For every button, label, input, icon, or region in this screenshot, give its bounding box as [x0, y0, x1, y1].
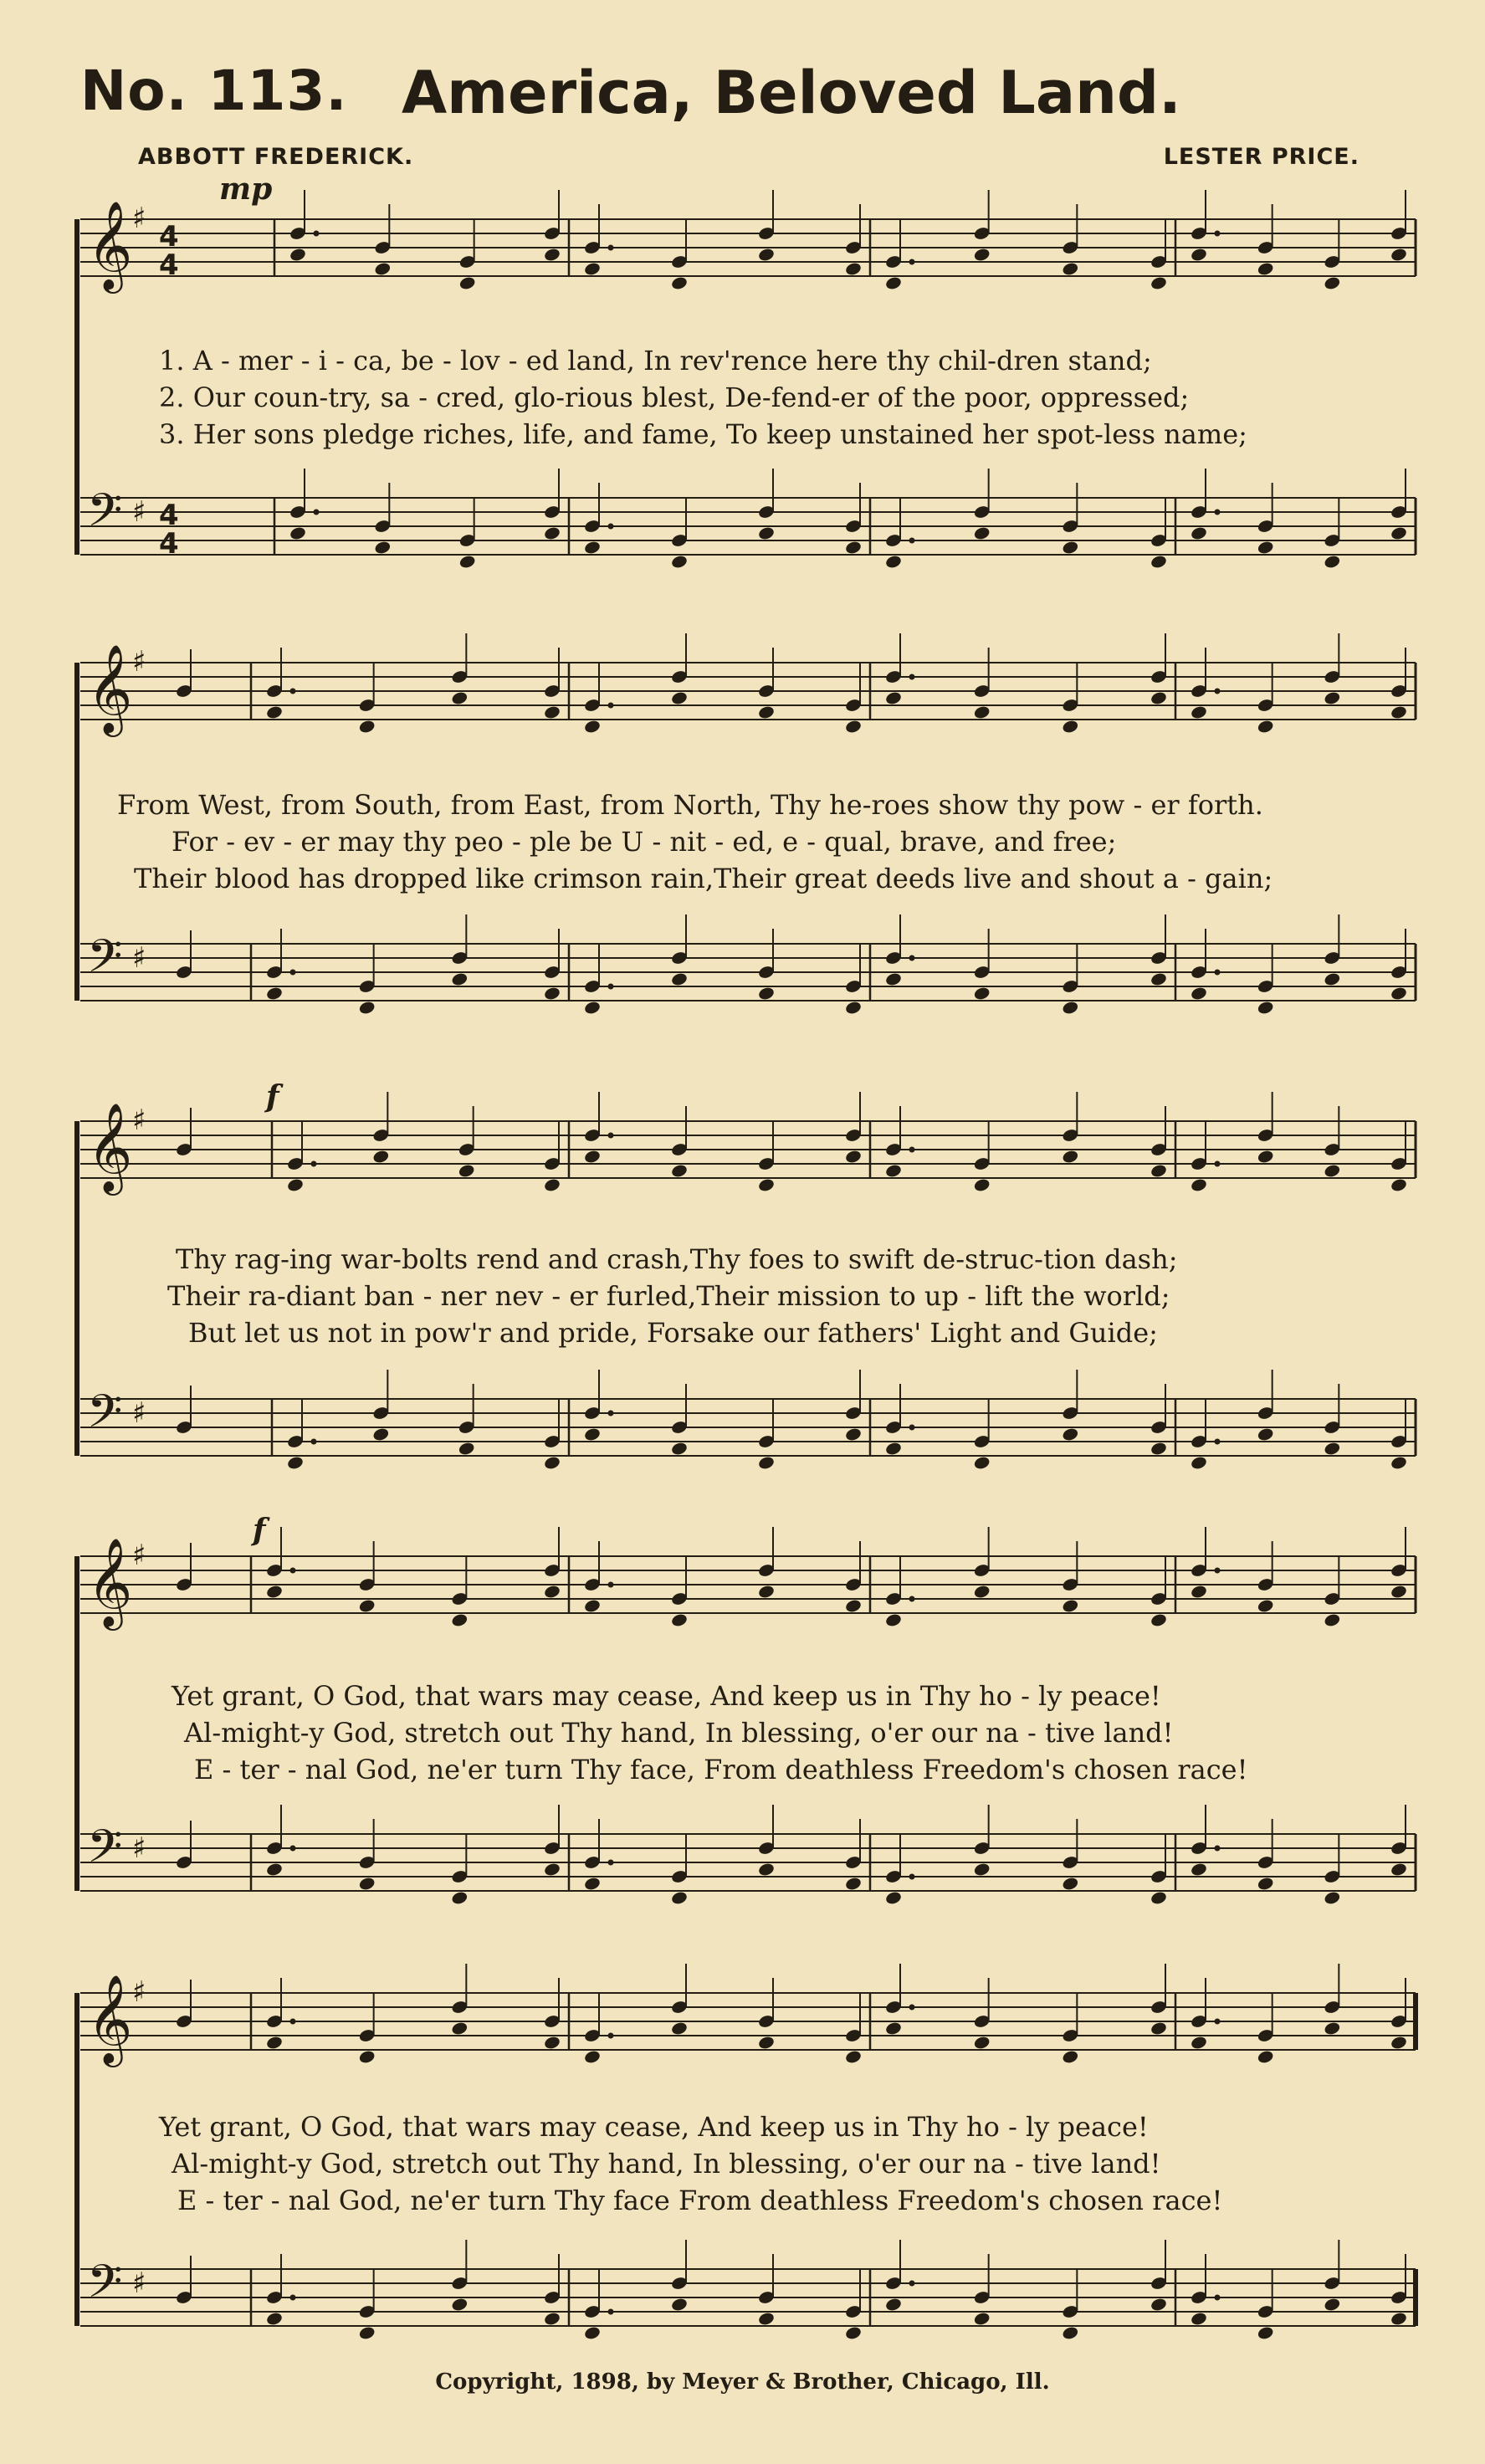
note-s3-bass-m1-3b	[458, 1441, 475, 1456]
dot-s2-treble-m4	[1215, 689, 1221, 694]
note-s1-bass-m2-1b	[583, 540, 601, 555]
note-s1-bass-m4-4b	[1390, 525, 1407, 540]
bass-clef-s5: 𝄢	[87, 2255, 123, 2319]
note-s1-bass-m3-3b	[1062, 540, 1079, 555]
note-s3-bass-m1-4b	[543, 1455, 561, 1470]
treble-clef-s3: 𝄞	[87, 1102, 133, 1191]
note-s1-treble-m1-1b	[289, 247, 306, 262]
dot-s3-bass-m4	[1215, 1439, 1221, 1445]
dot-s2-bass-m3	[909, 955, 915, 961]
note-s4-bass-m1-3b	[451, 1890, 469, 1905]
note-s4-bass-m3-1b	[884, 1890, 902, 1905]
note-s4-treble-m2-4b	[844, 1598, 862, 1613]
note-s2-bass-m2-3b	[757, 986, 775, 1001]
note-s4-treble-m1-2b	[358, 1598, 376, 1613]
note-s2-bass-m2-1b	[583, 1000, 601, 1015]
time-sig-bottom-bass: 4	[159, 527, 179, 561]
note-s1-treble-m1-3b	[458, 275, 476, 290]
note-s5-treble-m1-4b	[543, 2035, 561, 2050]
note-s3-treble-m2-4b	[844, 1149, 862, 1164]
treble-clef-s5: 𝄞	[87, 1974, 133, 2063]
dot-s1-bass-m4	[1215, 510, 1221, 515]
note-s5-bass-m4-3b	[1324, 2297, 1341, 2312]
note-s3-treble-m1-3b	[458, 1163, 475, 1178]
note-s2-treble-m2-4b	[844, 719, 862, 734]
note-s1-bass-m1-4b	[543, 525, 561, 540]
dot-s3-treble-m1	[311, 1161, 317, 1167]
note-s4-bass-m2-4b	[844, 1876, 862, 1891]
note-s4-bass-m3-2b	[973, 1862, 991, 1877]
dot-s2-bass-m1	[290, 970, 296, 976]
note-s5-bass-m2-2b	[670, 2297, 688, 2312]
dot-s4-treble-m1	[290, 1568, 296, 1574]
note-s1-bass-m3-4b	[1150, 554, 1167, 569]
note-s2-treble-m4-1b	[1190, 704, 1207, 720]
key-sharp-s1-bass: ♯	[132, 495, 146, 529]
note-s1-treble-m2-2b	[670, 275, 688, 290]
dot-s5-treble-m1	[290, 2019, 296, 2025]
note-s1-treble-m4-1b	[1190, 247, 1207, 262]
note-s3-treble-m1-4b	[543, 1177, 561, 1192]
lyric-s1-v2: 2. Our coun-try, sa - cred, glo-rious blest, De-fend-er of the poor, oppressed;	[159, 382, 1190, 413]
note-s4-bass-m4-3b	[1324, 1890, 1341, 1905]
note-s3-treble-m4-3b	[1324, 1163, 1341, 1178]
note-s5-bass-m1-3b	[451, 2297, 469, 2312]
note-s4-treble-m3-1b	[884, 1612, 902, 1627]
lyric-s5-v1: Yet grant, O God, that wars may cease, And keep us in Thy ho - ly peace!	[159, 2111, 1149, 2143]
note-s5-bass-m2-3b	[757, 2311, 775, 2326]
note-s3-treble-m2-1b	[583, 1149, 601, 1164]
note-s2-treble-m4-2b	[1257, 719, 1274, 734]
treble-clef-s1: 𝄞	[87, 200, 133, 289]
key-sharp-s3-treble: ♯	[132, 1104, 146, 1137]
note-s2-treble-m1-1b	[265, 704, 283, 720]
dot-s5-bass-m2	[608, 2309, 614, 2315]
author-credit: ABBOTT FREDERICK.	[138, 144, 414, 170]
note-s4-bass-m2-1b	[583, 1876, 601, 1891]
note-s2-bass-m1-2b	[358, 1000, 376, 1015]
dot-s1-treble-m3	[909, 259, 915, 265]
key-sharp-s5-bass: ♯	[132, 2267, 146, 2300]
note-s4-treble-m2-1b	[583, 1598, 601, 1613]
treble-clef-s4: 𝄞	[87, 1537, 133, 1626]
dot-s5-treble-m3	[909, 2005, 915, 2011]
time-sig-bottom-treble: 4	[159, 248, 179, 282]
note-s3-bass-m3-4b	[1150, 1441, 1167, 1456]
note-s5-bass-m1-2b	[358, 2325, 376, 2340]
note-s5-treble-m2-3b	[757, 2035, 775, 2050]
note-s1-treble-m4-4b	[1390, 247, 1407, 262]
note-s3-treble-m3-4b	[1150, 1163, 1167, 1178]
lyric-s4-v1: Yet grant, O God, that wars may cease, And keep us in Thy ho - ly peace!	[172, 1680, 1161, 1712]
note-s4-treble-m1-3b	[451, 1612, 469, 1627]
note-s3-treble-m2-3b	[757, 1177, 775, 1192]
key-sharp-s3-bass: ♯	[132, 1396, 146, 1430]
note-s5-treble-m2-2b	[670, 2021, 688, 2036]
note-s1-bass-m2-2b	[670, 554, 688, 569]
note-s2-bass-m3-3b	[1062, 1000, 1079, 1015]
bass-clef-s1: 𝄢	[87, 484, 123, 548]
hymn-number: No. 113.	[80, 59, 348, 123]
note-s2-bass-m2-4b	[844, 1000, 862, 1015]
note-s3-bass-m3-1b	[884, 1441, 902, 1456]
note-s2-treble-m3-4b	[1150, 690, 1167, 705]
note-s2-bass-m1-3b	[451, 971, 469, 986]
dot-s3-treble-m4	[1215, 1161, 1221, 1167]
note-s3-treble-m1-1b	[286, 1177, 304, 1192]
dot-s4-bass-m3	[909, 1874, 915, 1880]
key-sharp-s4-treble: ♯	[132, 1539, 146, 1572]
note-s5-bass-m1-4b	[543, 2311, 561, 2326]
dot-s1-bass-m1	[314, 510, 320, 515]
note-s2-treble-m2-2b	[670, 690, 688, 705]
note-s2-treble-m2-3b	[757, 704, 775, 720]
note-s4-treble-m4-2b	[1257, 1598, 1274, 1613]
dot-s2-bass-m2	[608, 984, 614, 990]
dot-s1-bass-m3	[909, 538, 915, 544]
note-s4-bass-m3-3b	[1062, 1876, 1079, 1891]
note-s4-treble-m4-3b	[1324, 1612, 1341, 1627]
note-s2-treble-m3-1b	[884, 690, 902, 705]
note-s1-treble-m2-1b	[583, 261, 601, 276]
note-s5-bass-m2-4b	[844, 2325, 862, 2340]
note-s5-treble-m1-1b	[265, 2035, 283, 2050]
time-sig-top-bass: 4	[159, 499, 179, 532]
note-s5-bass-m4-2b	[1257, 2325, 1274, 2340]
note-s3-bass-m2-2b	[670, 1441, 688, 1456]
note-s4-bass-m1-4b	[543, 1862, 561, 1877]
note-s4-treble-m2-3b	[757, 1584, 775, 1599]
bass-clef-s4: 𝄢	[87, 1820, 123, 1884]
note-s5-treble-m3-2b	[973, 2035, 991, 2050]
note-s5-treble-m2-1b	[583, 2049, 601, 2064]
dot-s1-bass-m2	[608, 524, 614, 530]
note-s5-bass-m3-4b	[1150, 2297, 1167, 2312]
note-s4-treble-m2-2b	[670, 1612, 688, 1627]
note-s2-treble-m4-3b	[1324, 690, 1341, 705]
note-s2-treble-m1-3b	[451, 690, 469, 705]
dot-s4-treble-m3	[909, 1596, 915, 1602]
note-s4-treble-m4-1b	[1190, 1584, 1207, 1599]
note-s1-bass-m1-2b	[374, 540, 392, 555]
note-s5-treble-m1-3b	[451, 2021, 469, 2036]
note-s1-treble-m1-4b	[543, 247, 561, 262]
note-s2-bass-m1-1b	[265, 986, 283, 1001]
note-s3-bass-m3-3b	[1062, 1427, 1079, 1442]
dot-s2-treble-m1	[290, 689, 296, 694]
dot-s1-treble-m1	[314, 231, 320, 237]
note-s4-bass-m4-2b	[1257, 1876, 1274, 1891]
note-s4-bass-m1-1b	[265, 1862, 283, 1877]
note-s4-treble-m3-2b	[973, 1584, 991, 1599]
composer-credit: LESTER PRICE.	[1163, 144, 1360, 170]
hymn-title: America, Beloved Land.	[402, 59, 1181, 127]
note-s3-bass-m2-1b	[583, 1427, 601, 1442]
dynamic-forte-4: f	[253, 1513, 266, 1548]
note-s5-bass-m2-1b	[583, 2325, 601, 2340]
dot-s2-bass-m4	[1215, 970, 1221, 976]
lyric-s1-v1: 1. A - mer - i - ca, be - lov - ed land, In rev'rence here thy chil-dren stand;	[159, 345, 1152, 377]
note-s3-treble-m4-4b	[1390, 1177, 1407, 1192]
note-s4-treble-m3-3b	[1062, 1598, 1079, 1613]
note-s5-treble-m4-4b	[1390, 2035, 1407, 2050]
dot-s1-treble-m4	[1215, 231, 1221, 237]
dot-s5-bass-m3	[909, 2281, 915, 2287]
lyric-s3-v3: But let us not in pow'r and pride, Forsake our fathers' Light and Guide;	[188, 1317, 1158, 1349]
note-s5-treble-m4-3b	[1324, 2021, 1341, 2036]
note-s4-bass-m2-2b	[670, 1890, 688, 1905]
lyric-s2-v3: Their blood has dropped like crimson rain,Their great deeds live and shout a - gain;	[134, 863, 1273, 894]
note-s1-treble-m1-2b	[374, 261, 392, 276]
note-s1-treble-m4-3b	[1324, 275, 1341, 290]
note-s4-treble-m4-4b	[1390, 1584, 1407, 1599]
note-s2-treble-m1-4b	[543, 704, 561, 720]
dot-s3-bass-m2	[608, 1411, 614, 1416]
dot-s2-treble-m2	[608, 703, 614, 709]
dot-s5-treble-m2	[608, 2033, 614, 2039]
dot-s4-treble-m2	[608, 1582, 614, 1588]
note-s5-bass-m4-4b	[1390, 2311, 1407, 2326]
note-s1-bass-m2-3b	[757, 525, 775, 540]
time-sig-top-treble: 4	[159, 220, 179, 254]
note-s2-bass-m1-4b	[543, 986, 561, 1001]
treble-clef-s2: 𝄞	[87, 643, 133, 733]
note-s1-bass-m3-2b	[973, 525, 991, 540]
note-s4-treble-m1-1b	[265, 1584, 283, 1599]
note-s1-bass-m4-3b	[1324, 554, 1341, 569]
bass-clef-s3: 𝄢	[87, 1385, 123, 1449]
note-s5-bass-m3-1b	[884, 2297, 902, 2312]
lyric-s4-v2: Al-might-y God, stretch out Thy hand, In blessing, o'er our na - tive land!	[184, 1717, 1174, 1749]
note-s5-treble-m4-2b	[1257, 2049, 1274, 2064]
lyric-s5-v3: E - ter - nal God, ne'er turn Thy face From deathless Freedom's chosen race!	[177, 2185, 1223, 2216]
dot-s4-bass-m4	[1215, 1846, 1221, 1852]
note-s2-bass-m4-4b	[1390, 986, 1407, 1001]
lyric-s3-v2: Their ra-diant ban - ner nev - er furled,Their mission to up - lift the world;	[167, 1280, 1170, 1312]
note-s4-treble-m3-4b	[1150, 1612, 1167, 1627]
note-s5-bass-m1-1b	[265, 2311, 283, 2326]
note-s2-bass-m3-2b	[973, 986, 991, 1001]
note-s4-bass-m2-3b	[757, 1862, 775, 1877]
dot-s3-treble-m2	[608, 1133, 614, 1139]
key-sharp-s5-treble: ♯	[132, 1975, 146, 2009]
key-sharp-s2-bass: ♯	[132, 941, 146, 975]
note-s3-bass-m1-2b	[372, 1427, 390, 1442]
key-sharp-s2-treble: ♯	[132, 645, 146, 679]
dot-s5-bass-m4	[1215, 2295, 1221, 2301]
note-s2-treble-m3-2b	[973, 704, 991, 720]
dot-s3-treble-m3	[909, 1147, 915, 1153]
note-s2-bass-m4-3b	[1324, 971, 1341, 986]
note-s3-treble-m4-1b	[1190, 1177, 1207, 1192]
note-s2-bass-m4-2b	[1257, 1000, 1274, 1015]
dot-s1-treble-m2	[608, 245, 614, 251]
dot-s4-bass-m2	[608, 1860, 614, 1866]
lyric-s4-v3: E - ter - nal God, ne'er turn Thy face, From deathless Freedom's chosen race!	[194, 1754, 1248, 1785]
dot-s4-bass-m1	[290, 1846, 296, 1852]
note-s5-treble-m2-4b	[844, 2049, 862, 2064]
note-s4-bass-m1-2b	[358, 1876, 376, 1891]
key-sharp-s1-treble: ♯	[132, 202, 146, 235]
note-s3-treble-m3-2b	[973, 1177, 991, 1192]
lyric-s2-v2: For - ev - er may thy peo - ple be U - nit - ed, e - qual, brave, and free;	[172, 826, 1117, 858]
note-s3-bass-m2-4b	[844, 1427, 862, 1442]
note-s4-bass-m4-1b	[1190, 1862, 1207, 1877]
note-s3-bass-m4-4b	[1390, 1455, 1407, 1470]
note-s3-treble-m1-2b	[372, 1149, 390, 1164]
note-s5-treble-m3-4b	[1150, 2021, 1167, 2036]
note-s1-bass-m2-4b	[844, 540, 862, 555]
copyright-notice: Copyright, 1898, by Meyer & Brother, Chicago, Ill.	[435, 2369, 1050, 2395]
note-s2-bass-m3-4b	[1150, 971, 1167, 986]
dot-s4-treble-m4	[1215, 1568, 1221, 1574]
note-s1-treble-m3-4b	[1150, 275, 1167, 290]
note-s3-treble-m4-2b	[1257, 1149, 1274, 1164]
dot-s5-bass-m1	[290, 2295, 296, 2301]
dot-s3-bass-m1	[311, 1439, 317, 1445]
note-s1-bass-m1-3b	[458, 554, 476, 569]
dynamic-forte-3: f	[266, 1079, 279, 1114]
note-s4-bass-m4-4b	[1390, 1862, 1407, 1877]
note-s1-bass-m4-2b	[1257, 540, 1274, 555]
dot-s2-treble-m3	[909, 674, 915, 680]
lyric-s1-v3: 3. Her sons pledge riches, life, and fame, To keep unstained her spot-less name;	[159, 418, 1247, 450]
note-s1-treble-m2-4b	[844, 261, 862, 276]
note-s3-bass-m3-2b	[973, 1455, 991, 1470]
lyric-s2-v1: From West, from South, from East, from North, Thy he-roes show thy pow - er forth.	[117, 789, 1263, 821]
note-s1-bass-m3-1b	[884, 554, 902, 569]
note-s5-bass-m3-2b	[973, 2311, 991, 2326]
note-s1-bass-m1-1b	[289, 525, 306, 540]
note-s1-treble-m3-1b	[884, 275, 902, 290]
dynamic-mp: mp	[219, 172, 273, 207]
note-s2-bass-m3-1b	[884, 971, 902, 986]
note-s1-treble-m4-2b	[1257, 261, 1274, 276]
note-s1-treble-m3-2b	[973, 247, 991, 262]
note-s3-bass-m4-1b	[1190, 1455, 1207, 1470]
note-s1-bass-m4-1b	[1190, 525, 1207, 540]
note-s5-bass-m4-1b	[1190, 2311, 1207, 2326]
note-s2-treble-m1-2b	[358, 719, 376, 734]
lyric-s5-v2: Al-might-y God, stretch out Thy hand, In blessing, o'er our na - tive land!	[172, 2148, 1161, 2180]
note-s3-treble-m3-3b	[1062, 1149, 1079, 1164]
note-s3-treble-m2-2b	[670, 1163, 688, 1178]
note-s1-treble-m2-3b	[757, 247, 775, 262]
note-s5-treble-m3-1b	[884, 2021, 902, 2036]
note-s3-bass-m1-1b	[286, 1455, 304, 1470]
note-s5-treble-m1-2b	[358, 2049, 376, 2064]
note-s3-bass-m4-2b	[1257, 1427, 1274, 1442]
bass-clef-s2: 𝄢	[87, 930, 123, 994]
note-s5-treble-m3-3b	[1062, 2049, 1079, 2064]
note-s2-treble-m3-3b	[1062, 719, 1079, 734]
note-s5-treble-m4-1b	[1190, 2035, 1207, 2050]
note-s2-treble-m2-1b	[583, 719, 601, 734]
note-s4-treble-m1-4b	[543, 1584, 561, 1599]
note-s2-bass-m4-1b	[1190, 986, 1207, 1001]
note-s3-bass-m2-3b	[757, 1455, 775, 1470]
note-s1-treble-m3-3b	[1062, 261, 1079, 276]
note-s3-bass-m4-3b	[1324, 1441, 1341, 1456]
note-s2-bass-m2-2b	[670, 971, 688, 986]
note-s4-bass-m3-4b	[1150, 1890, 1167, 1905]
dot-s5-treble-m4	[1215, 2019, 1221, 2025]
note-s2-treble-m4-4b	[1390, 704, 1407, 720]
lyric-s3-v1: Thy rag-ing war-bolts rend and crash,Thy foes to swift de-struc-tion dash;	[176, 1243, 1178, 1275]
note-s5-bass-m3-3b	[1062, 2325, 1079, 2340]
note-s3-treble-m3-1b	[884, 1163, 902, 1178]
key-sharp-s4-bass: ♯	[132, 1831, 146, 1865]
dot-s3-bass-m3	[909, 1425, 915, 1431]
